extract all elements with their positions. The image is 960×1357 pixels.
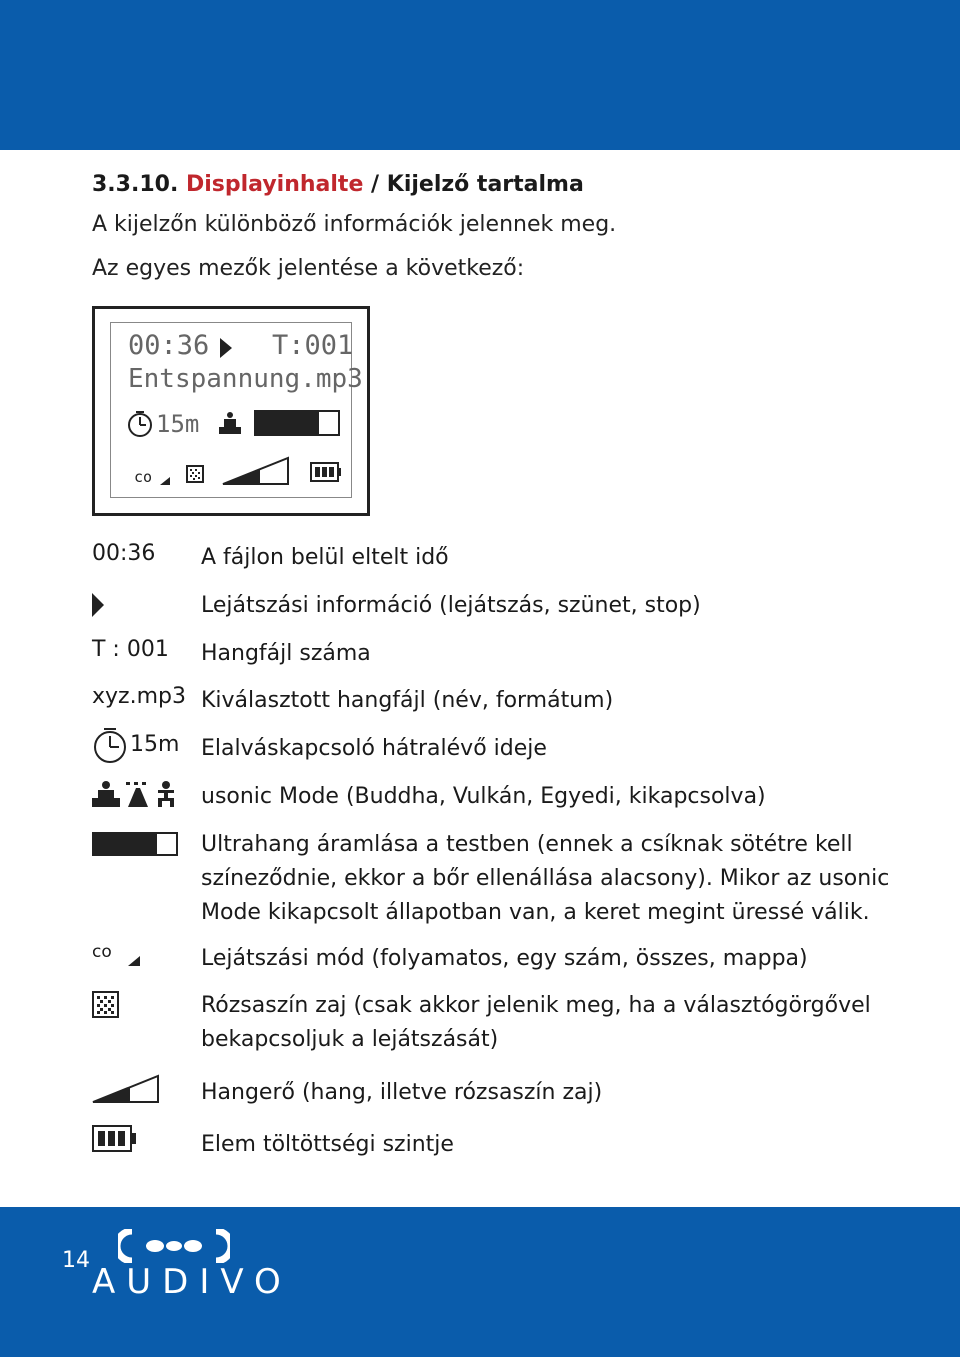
display-ultrasound-bar — [254, 410, 340, 436]
legend-label: 15m — [130, 732, 180, 757]
section-title-de: Displayinhalte — [185, 172, 364, 197]
section-heading — [92, 172, 584, 197]
display-pink-noise-icon — [186, 465, 204, 483]
sleep-timer-icon — [92, 727, 130, 765]
intro-line-2: Az egyes mezők jelentése a következő: — [92, 256, 525, 281]
volume-icon — [92, 1074, 160, 1104]
legend-description: Elalváskapcsoló hátralévő ideje — [201, 736, 547, 761]
legend-description: A fájlon belül eltelt idő — [201, 545, 449, 570]
display-timer-icon — [126, 410, 154, 438]
audivo-logo-icon — [118, 1229, 230, 1263]
display-filename: Entspannung.mp3 — [128, 364, 363, 394]
legend-description: Kiválasztott hangfájl (név, formátum) — [201, 688, 614, 713]
pink-noise-icon — [92, 991, 120, 1019]
intro-line-1: A kijelzőn különböző információk jelennek meg. — [92, 212, 617, 237]
display-timer: 15m — [156, 410, 200, 438]
top-band — [0, 0, 960, 150]
legend-description: usonic Mode (Buddha, Vulkán, Egyedi, kikapcsolva) — [201, 784, 766, 809]
section-number: 3.3.10. — [92, 172, 179, 197]
legend-label: 00:36 — [92, 541, 156, 566]
legend-description: Hangfájl száma — [201, 641, 371, 666]
play-mode-icon — [128, 956, 140, 966]
display-buddha-icon — [218, 411, 242, 435]
display-mode-arrow — [160, 477, 170, 485]
legend-description: Ultrahang áramlása a testben (ennek a csíknak sötétre kell színeződnie, ekkor a bőr ellenállása alacsony). Mikor az usonic Mode kikapcsolt állapotban van, a keret megint üressé válik. — [201, 832, 890, 925]
brand-name: AUDIVO — [92, 1262, 292, 1302]
display-battery-icon — [310, 462, 342, 482]
section-title-hu: Kijelző tartalma — [386, 172, 584, 197]
play-triangle-icon — [92, 593, 104, 617]
display-play-icon — [220, 338, 232, 358]
legend-description: Rózsaszín zaj (csak akkor jelenik meg, ha a választógörgővel bekapcsoljuk a lejátszását) — [201, 993, 871, 1052]
usonic-mode-icons — [92, 780, 182, 808]
legend-label: T : 001 — [92, 637, 169, 662]
display-mode-text: co — [134, 468, 153, 486]
display-track: T:001 — [272, 330, 354, 361]
legend-description: Lejátszási információ (lejátszás, szünet, stop) — [201, 593, 701, 618]
page-number: 14 — [62, 1248, 90, 1273]
legend-description: Elem töltöttségi szintje — [201, 1132, 454, 1157]
display-time: 00:36 — [128, 330, 210, 361]
legend-label: xyz.mp3 — [92, 684, 186, 709]
legend-description: Lejátszási mód (folyamatos, egy szám, összes, mappa) — [201, 946, 808, 971]
legend-description: Hangerő (hang, illetve rózsaszín zaj) — [201, 1080, 603, 1105]
section-separator: / — [371, 172, 380, 197]
battery-icon — [92, 1125, 138, 1153]
display-volume-icon — [222, 456, 290, 486]
play-mode-text: co — [92, 942, 112, 962]
ultrasound-bar-icon — [92, 832, 178, 856]
